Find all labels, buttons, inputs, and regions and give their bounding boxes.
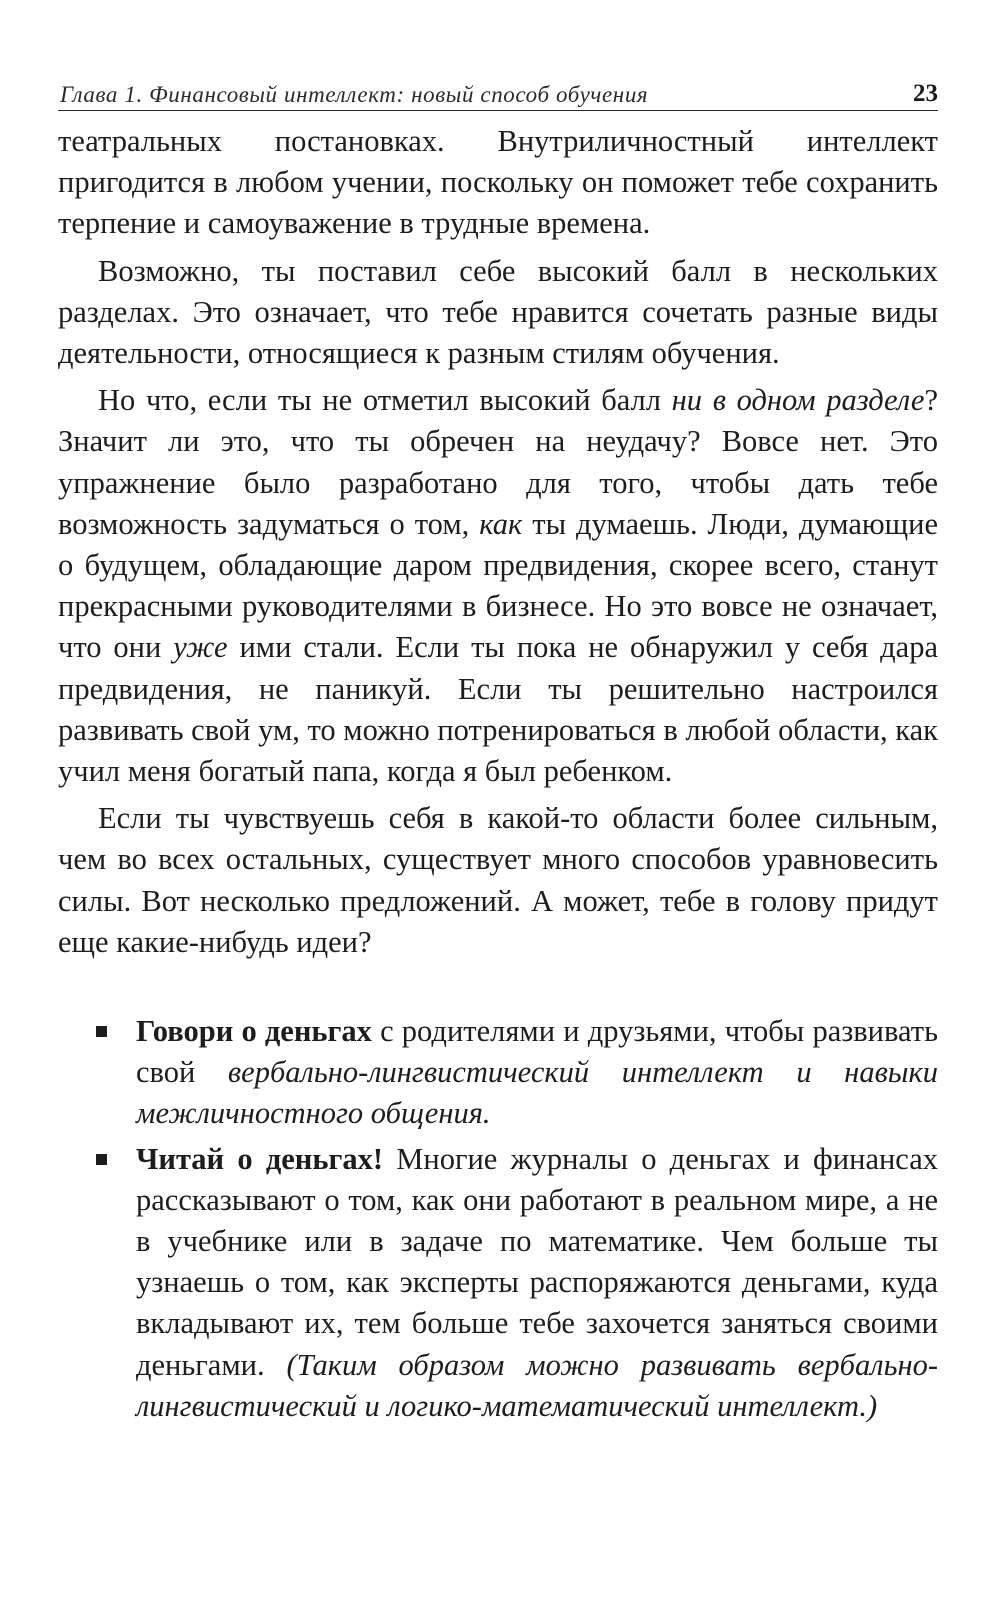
paragraph: Если ты чувствуешь себя в какой-то области более сильным, чем во всех остальных, существует много способов уравновесить силы. Вот несколько предложений. А может, тебе в голову придут еще какие-нибудь идеи? <box>58 801 938 959</box>
page-number: 23 <box>913 80 938 107</box>
square-bullet-icon <box>96 1026 107 1037</box>
body-text <box>58 121 938 1431</box>
list-item: Читай о деньгах! Многие журналы о деньгах и финансах рассказывают о том, как они работают в реальном мире, а не в учебнике или в задаче по математике. Чем больше ты узнаешь о том, как эксперты распоряжаются деньгами, куда вкладывают их, тем больше тебе захочется заняться своими деньгами. (Таким образом можно развивать вербально-лингвистический и логико-математический интеллект.) <box>136 1139 938 1427</box>
paragraph: Но что, если ты не отметил высокий балл ни в одном разделе? Значит ли это, что ты обречен на неудачу? Вовсе нет. Это упражнение было разработано для того, чтобы дать тебе возможность задуматься о том, как ты думаешь. Люди, думающие о будущем, обладающие даром предвидения, скорее всего, станут прекрасными руководителями в бизнесе. Но это вовсе не означает, что они уже ими стали. Если ты пока не обнаружил у себя дара предвидения, не паникуй. Если ты решительно настроился развивать свой ум, то можно потренироваться в любой области, как учил меня богатый папа, когда я был ребенком. <box>58 383 939 789</box>
emphasis: уже <box>173 630 228 665</box>
running-title: Глава 1. Финансовый интеллект: новый способ обучения <box>60 82 649 107</box>
emphasis: ни в одном разделе <box>671 383 925 418</box>
running-header <box>58 76 938 111</box>
bullet-list <box>58 1011 938 1427</box>
paragraph: театральных постановках. Внутриличностный интеллект пригодится в любом учении, поскольку он поможет тебе сохранить терпение и самоуважение в трудные времена. <box>58 124 938 241</box>
emphasis: (Таким образом можно развивать вербально-лингвистический и логико-математический интеллект.) <box>136 1347 938 1423</box>
emphasis: вербально-лингвистический интеллект и навыки межличностного общения. <box>136 1055 938 1131</box>
bullet-heading: Говори о деньгах <box>136 1014 372 1049</box>
list-item: Говори о деньгах с родителями и друзьями, чтобы развивать свой вербально-лингвистический интеллект и навыки межличностного общения. <box>136 1011 938 1135</box>
paragraph: Возможно, ты поставил себе высокий балл в нескольких разделах. Это означает, что тебе нравится сочетать разные виды деятельности, относящиеся к разным стилям обучения. <box>58 253 938 371</box>
emphasis: как <box>479 506 523 541</box>
square-bullet-icon <box>96 1154 107 1165</box>
bullet-heading: Читай о деньгах! <box>136 1141 384 1176</box>
